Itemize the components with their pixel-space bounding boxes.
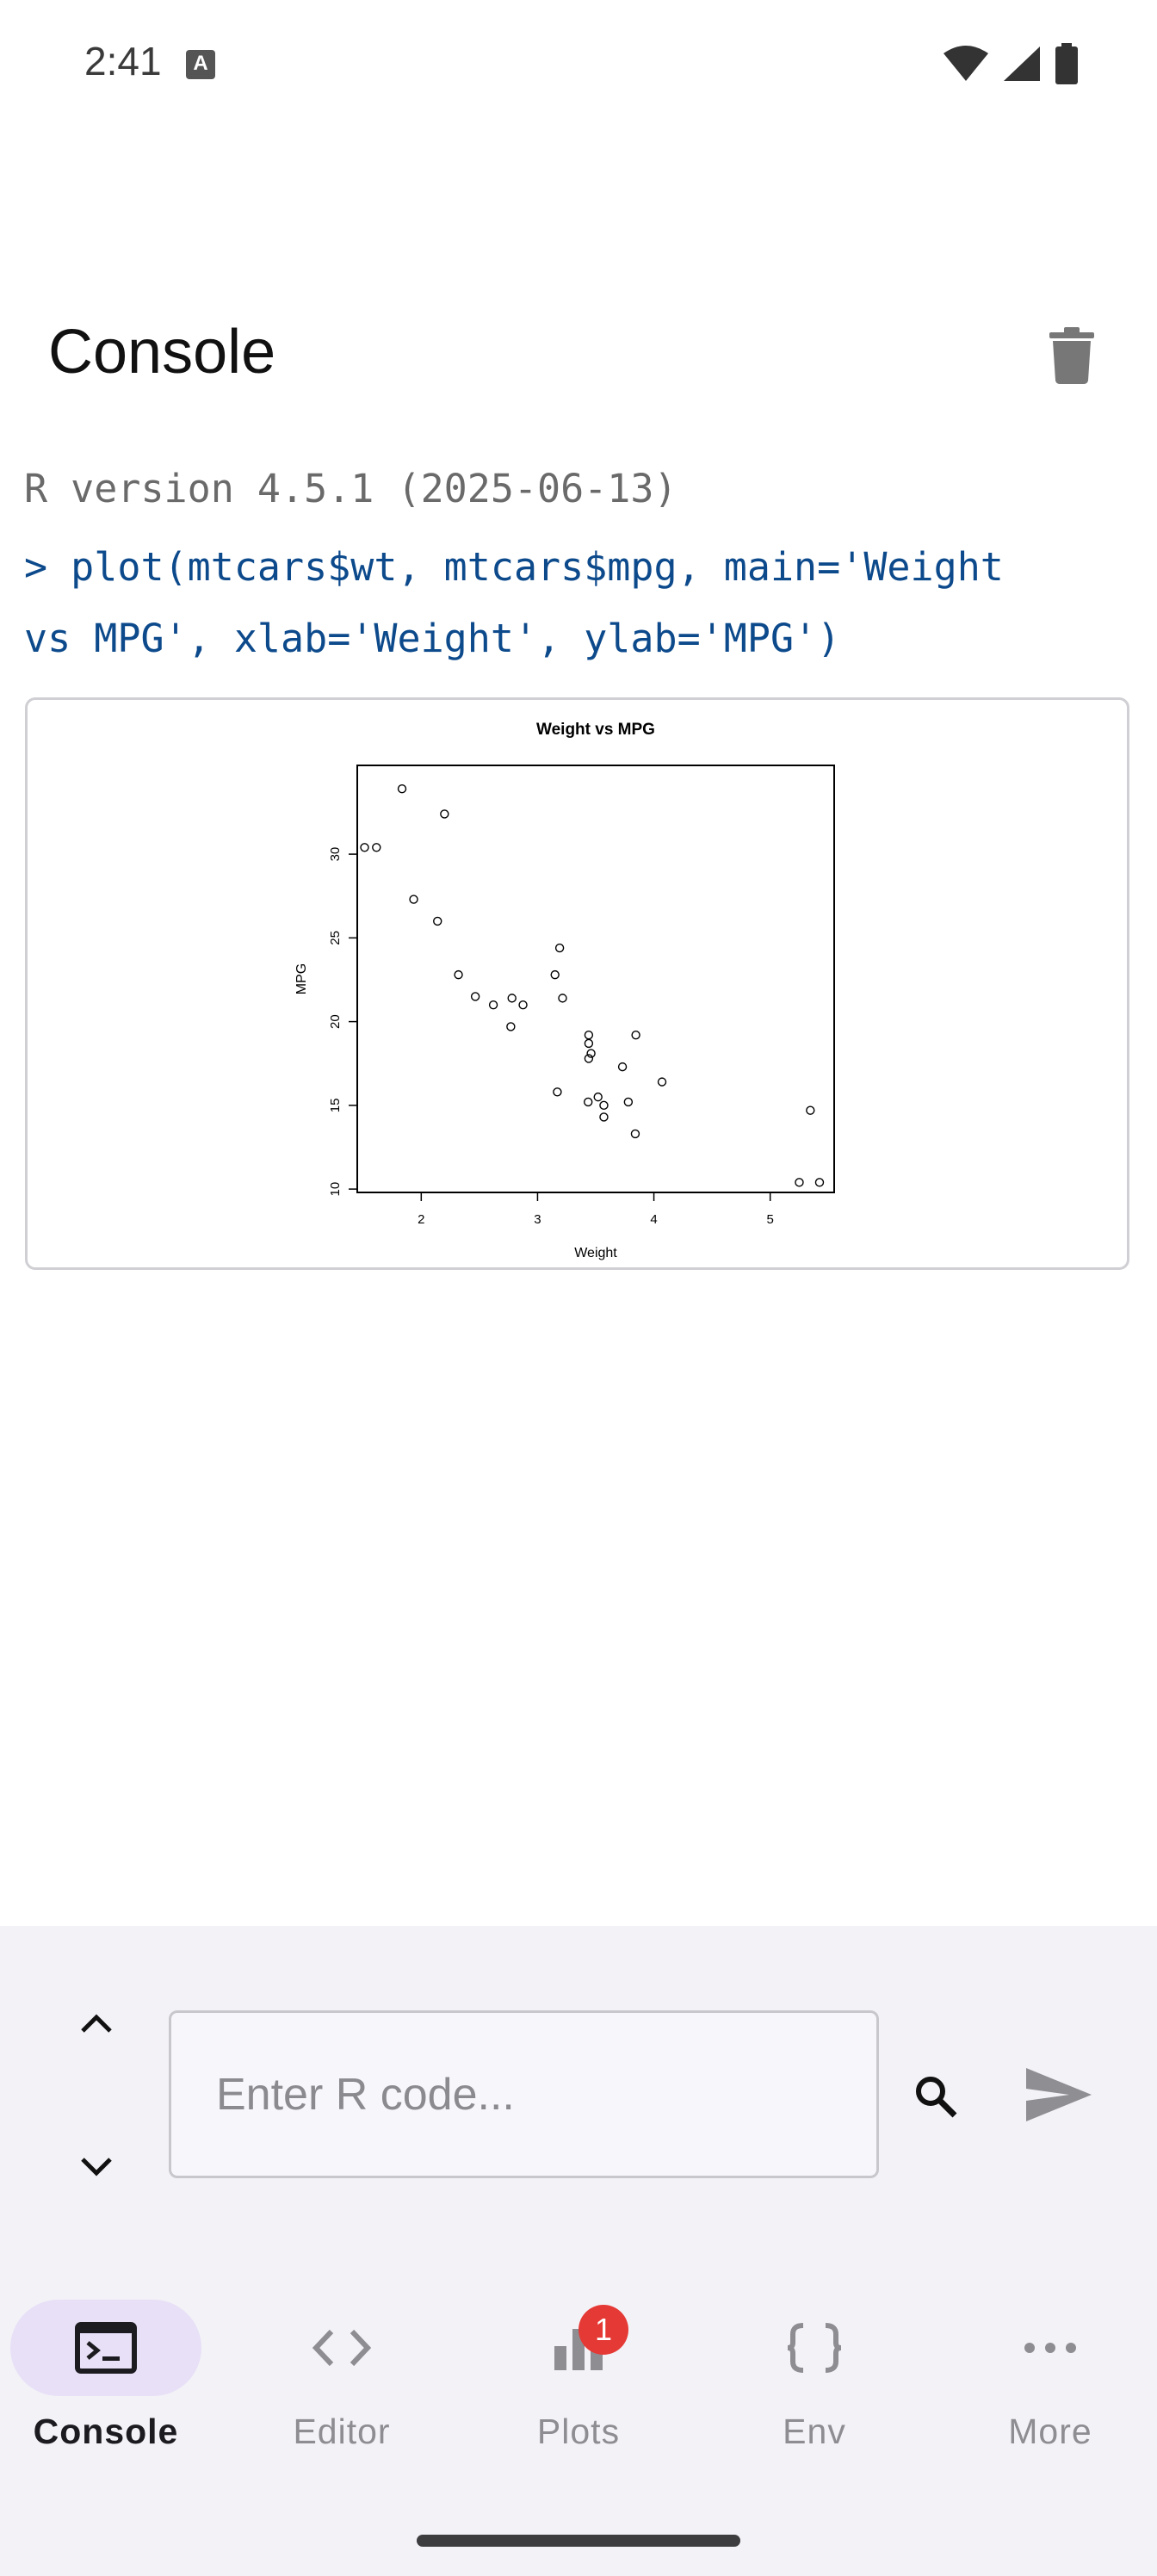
plot-output-card: [25, 697, 1129, 1270]
trash-icon: [1049, 327, 1094, 384]
code-icon: [311, 2328, 373, 2368]
data-point: [490, 1001, 498, 1009]
chevron-down-icon: [79, 2156, 114, 2178]
data-point: [619, 1063, 627, 1071]
data-point: [551, 971, 559, 979]
nav-plots[interactable]: [463, 2294, 694, 2458]
x-tick-label: 2: [418, 1212, 425, 1227]
chart-title: Weight vs MPG: [536, 721, 655, 739]
data-point: [399, 785, 406, 793]
command-line: > plot(mtcars$wt, mtcars$mpg, main='Weight: [24, 544, 1004, 590]
plot-frame: [357, 765, 834, 1192]
braces-icon: [784, 2322, 845, 2374]
status-time: 2:41: [84, 39, 162, 84]
data-point: [556, 944, 564, 952]
y-tick-label: 10: [328, 1181, 343, 1197]
nav-label: More: [1008, 2412, 1092, 2451]
cellular-signal-icon: [1002, 45, 1042, 83]
data-point: [815, 1179, 823, 1186]
send-button[interactable]: [1020, 2060, 1098, 2129]
data-point: [594, 1093, 602, 1101]
status-icons: [942, 43, 1080, 84]
data-point: [600, 1101, 608, 1109]
more-horizontal-icon: [1023, 2341, 1078, 2355]
x-tick-label: 3: [534, 1212, 541, 1227]
nav-label: Plots: [536, 2412, 621, 2451]
command-line-continuation: vs MPG', xlab='Weight', ylab='MPG'): [24, 616, 841, 661]
data-point: [585, 1039, 592, 1047]
data-point: [632, 1031, 640, 1039]
data-point: [441, 810, 449, 818]
r-version-line: R version 4.5.1 (2025-06-13): [24, 466, 677, 511]
nav-plots-pill: [483, 2300, 674, 2396]
data-point: [795, 1179, 803, 1186]
home-indicator: [417, 2535, 740, 2547]
scatter-plot: [28, 700, 1127, 1267]
data-point: [559, 994, 566, 1002]
plots-count-badge: 1: [578, 2305, 628, 2355]
data-point: [361, 844, 368, 851]
battery-icon: [1054, 43, 1080, 84]
nav-console-pill: [10, 2300, 201, 2396]
nav-env-pill: [719, 2300, 910, 2396]
y-tick-label: 25: [328, 931, 343, 945]
nav-more[interactable]: [935, 2294, 1157, 2458]
data-point: [455, 971, 462, 979]
data-point: [410, 895, 418, 903]
chevron-up-icon: [79, 2012, 114, 2034]
data-point: [631, 1130, 639, 1137]
data-point: [554, 1088, 561, 1096]
clear-console-button[interactable]: [1042, 323, 1102, 387]
history-down-button[interactable]: [69, 2139, 124, 2195]
terminal-icon: [75, 2322, 137, 2374]
data-point: [659, 1078, 666, 1086]
data-point: [507, 1023, 515, 1031]
data-point: [807, 1106, 814, 1114]
nav-editor[interactable]: [226, 2294, 457, 2458]
y-tick-label: 30: [328, 846, 343, 862]
page-title: Console: [48, 318, 276, 387]
data-point: [434, 917, 442, 925]
history-up-button[interactable]: [69, 1996, 124, 2051]
nav-label: Editor: [293, 2412, 391, 2451]
a-notification-icon: A: [186, 50, 215, 79]
y-tick-label: 15: [328, 1098, 343, 1113]
y-tick-label: 20: [328, 1014, 343, 1029]
y-axis-label: MPG: [294, 963, 309, 995]
x-tick-label: 4: [650, 1212, 658, 1227]
data-point: [472, 993, 480, 1000]
data-point: [373, 844, 381, 851]
nav-label: Env: [783, 2412, 846, 2451]
nav-label: Console: [33, 2412, 179, 2451]
data-point: [519, 1001, 527, 1009]
status-bar: [0, 0, 1157, 129]
data-point: [600, 1113, 608, 1121]
data-point: [624, 1098, 632, 1105]
send-icon: [1024, 2066, 1093, 2123]
search-button[interactable]: [906, 2066, 966, 2127]
nav-editor-pill: [246, 2300, 437, 2396]
x-axis-label: Weight: [574, 1246, 617, 1260]
data-point: [585, 1031, 592, 1039]
x-tick-label: 5: [766, 1212, 774, 1227]
nav-more-pill: [955, 2300, 1146, 2396]
data-point: [585, 1098, 592, 1105]
nav-console[interactable]: [0, 2294, 221, 2458]
data-point: [508, 994, 516, 1002]
r-code-input[interactable]: [169, 2010, 879, 2178]
wifi-icon: [942, 45, 990, 83]
search-icon: [913, 2074, 958, 2119]
nav-env[interactable]: [699, 2294, 930, 2458]
